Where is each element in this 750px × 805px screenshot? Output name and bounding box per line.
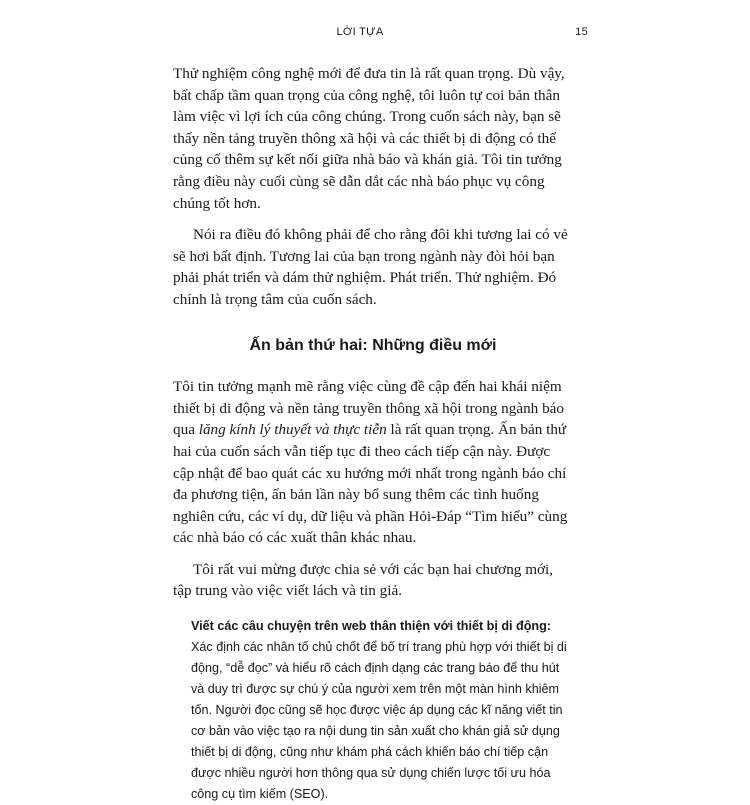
paragraph-2: Nói ra điều đó không phải để cho rằng đôi khi tương lai có vẻ sẽ hơi bất định. Tương lai của bạn trong ngành này đòi hỏi bạn phải phát triển và dám thử nghiệm. Phát triển. Thử nghiệm. Đó chính là trọng tâm của cuốn sách. [173,226,568,308]
chapter-description [191,616,573,805]
paragraph-4: Tôi rất vui mừng được chia sẻ với các bạn hai chương mới, tập trung vào việc viết lách và tin giả. [173,560,554,600]
chapter-description-title: Viết các câu chuyện trên web thân thiện với thiết bị di động: [191,619,551,634]
page-number: 15 [575,26,588,38]
paragraph-1: Thử nghiệm công nghệ mới để đưa tin là rất quan trọng. Dù vậy, bất chấp tầm quan trọng của công nghệ, tôi luôn tự coi bản thân làm việc vì lợi ích của công chúng. Trong cuốn sách này, bạn sẽ thấy nền tảng truyền thông xã hội và các thiết bị di động có thể củng cố thêm sự kết nối giữa nhà báo và khán giả. Tôi tin tưởng rằng điều này cuối cùng sẽ dẫn dắt các nhà báo phục vụ công chúng tốt hơn. [173,65,565,212]
section-heading: Ấn bản thứ hai: Những điều mới [249,336,497,354]
paragraph-3-text-b: là rất quan trọng. Ấn bản thứ hai của cuốn sách vẫn tiếp tục đi theo cách tiếp cận này. Được cập nhật để bao quát các xu hướng mới nhất trong ngành báo chí đa phương tiện, ấn bản lần này bổ sung thêm các tình huống nghiên cứu, các ví dụ, dữ liệu và phần Hỏi-Đáp “Tìm hiểu” cùng các nhà báo có các xuất thân khác nhau. [173,421,568,547]
paragraph-3-text-a: Tôi tin tưởng mạnh mẽ rằng việc cùng đề cập đến hai khái niệm thiết bị di động và nền tảng truyền thông xã hội trong ngành báo qua [173,378,565,439]
running-title: LỜI TỰA [336,26,384,38]
body-text [173,63,573,805]
paragraph-3-italic: lăng kính lý thuyết và thực tiễn [198,421,387,439]
chapter-description-text: Xác định các nhân tố chủ chốt để bố trí trang phù hợp với thiết bị di động, “dễ đọc” và hiểu rõ cách định dạng các trang báo để thu hút và duy trì được sự chú ý của người xem trên một màn hình khiêm tốn. Người đọc cũng sẽ học được việc áp dụng các kĩ năng viết tin cơ bản vào việc tạo ra nội dung tin sản xuất cho khán giả sử dụng thiết bị di động, cũng như khám phá cách khiến báo chí tiếp cận được nhiều người hơn thông qua sử dụng chiến lược tối ưu hóa công cụ tìm kiếm (SEO). [191,640,567,802]
running-header [0,26,750,42]
paragraph-3 [173,376,573,549]
